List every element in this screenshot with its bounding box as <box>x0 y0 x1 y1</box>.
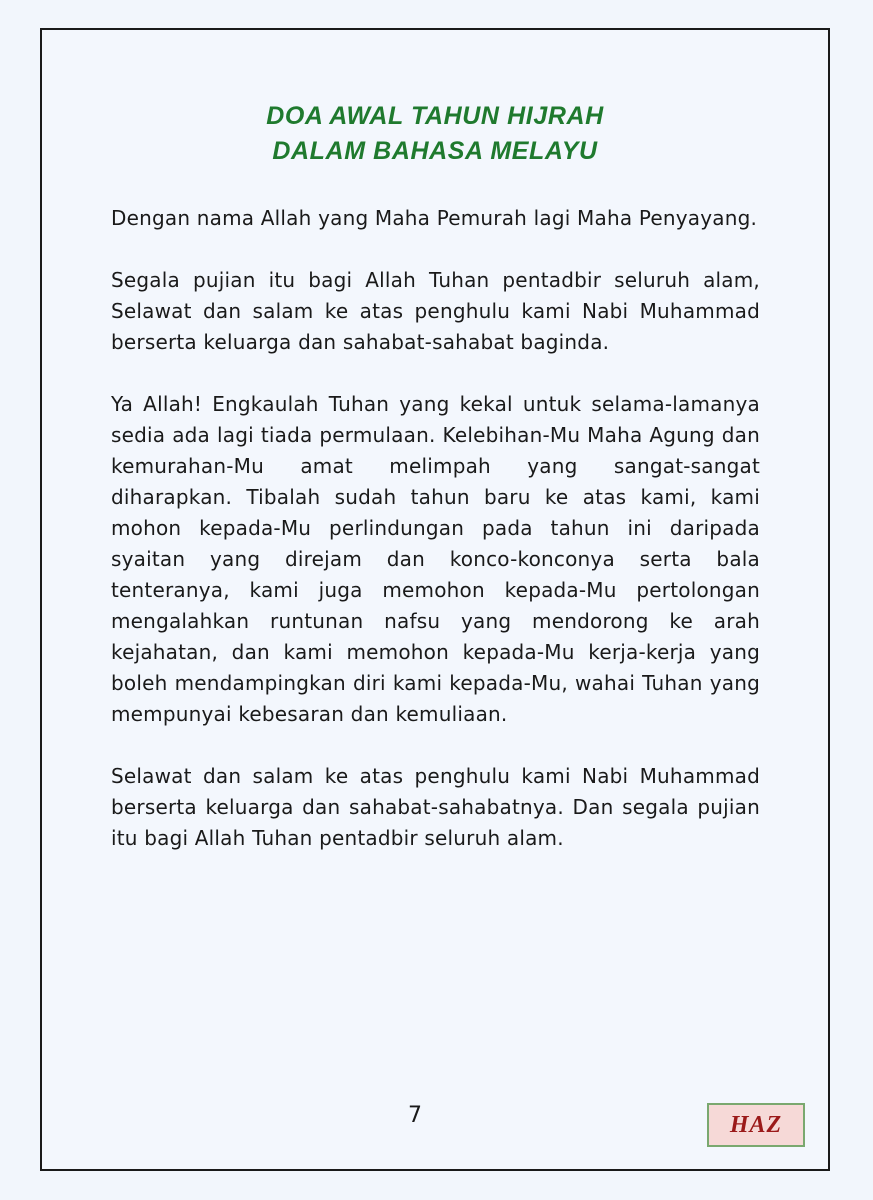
title-line-1: DOA AWAL TAHUN HIJRAH <box>266 102 604 130</box>
paragraph-opening: Dengan nama Allah yang Maha Pemurah lagi Maha Penyayang. <box>111 206 758 230</box>
prayer-text <box>111 203 760 885</box>
paragraph-closing: Selawat dan salam ke atas penghulu kami Nabi Muhammad berserta keluarga dan sahabat-sahabatnya. Dan segala pujian itu bagi Allah Tuhan pentadbir seluruh alam. <box>111 764 760 850</box>
page-title <box>40 99 830 169</box>
paragraph-praise: Segala pujian itu bagi Allah Tuhan pentadbir seluruh alam, Selawat dan salam ke atas penghulu kami Nabi Muhammad berserta keluarga dan sahabat-sahabat baginda. <box>111 268 760 354</box>
page-number: 7 <box>408 1103 422 1128</box>
paragraph-supplication: Ya Allah! Engkaulah Tuhan yang kekal untuk selama-lamanya sedia ada lagi tiada permulaan. Kelebihan-Mu Maha Agung dan kemurahan-Mu amat melimpah yang sangat-sangat diharapkan. Tibalah sudah tahun baru ke atas kami, kami mohon kepada-Mu perlindungan pada tahun ini daripada syaitan yang direjam dan konco-konconya serta bala tenteranya, kami juga memohon kepada-Mu pertolongan mengalahkan runtunan nafsu yang mendorong ke arah kejahatan, dan kami memohon kepada-Mu kerja-kerja yang boleh mendampingkan diri kami kepada-Mu, wahai Tuhan yang mempunyai kebesaran dan kemuliaan. <box>111 392 760 726</box>
title-line-2: DALAM BAHASA MELAYU <box>272 137 598 165</box>
author-badge: HAZ <box>707 1103 805 1147</box>
